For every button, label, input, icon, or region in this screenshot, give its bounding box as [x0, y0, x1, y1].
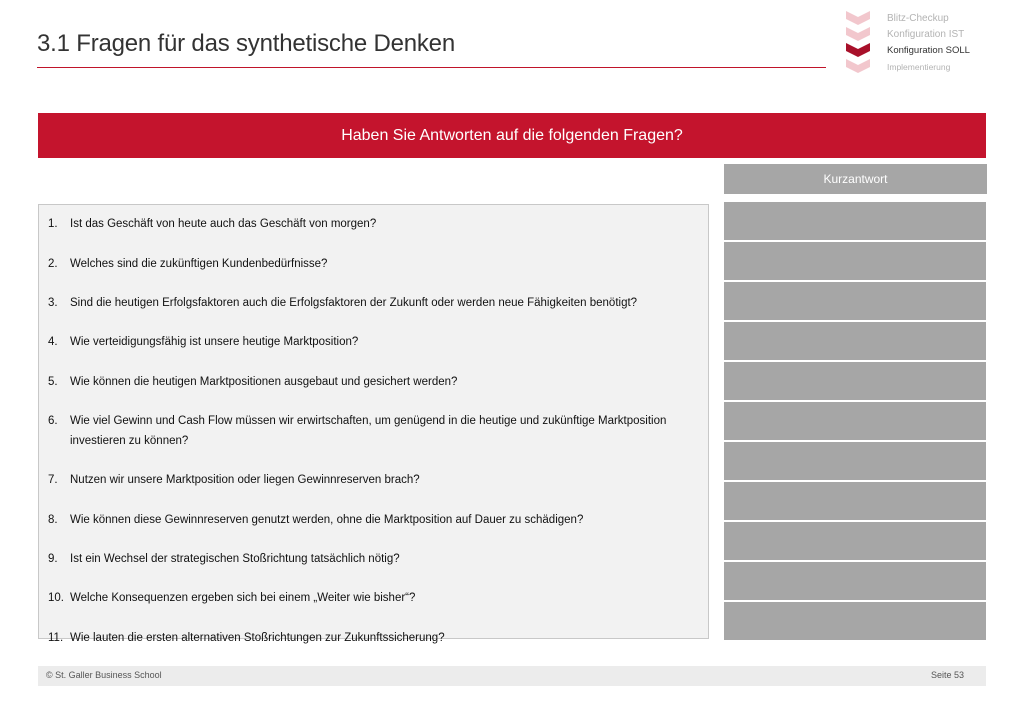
answer-box-7[interactable]: [724, 442, 986, 480]
answer-box-6[interactable]: [724, 402, 986, 440]
footer-copyright: © St. Galler Business School: [46, 670, 162, 680]
chevron-icon-step-4: [845, 58, 871, 74]
question-number: 8.: [48, 514, 58, 526]
answer-column-header: [724, 164, 987, 194]
question-text: Wie viel Gewinn und Cash Flow müssen wir erwirtschaften, um genügend in die heutige und zukünftige Marktposition investieren zu können?: [70, 415, 667, 447]
question-text: Nutzen wir unsere Marktposition oder liegen Gewinnreserven brach?: [70, 474, 420, 486]
page-title: 3.1 Fragen für das synthetische Denken: [37, 30, 455, 57]
nav-item-implementierung[interactable]: Implementierung: [887, 62, 951, 72]
chevron-icon-step-2: [845, 26, 871, 42]
answer-box-4[interactable]: [724, 322, 986, 360]
question-number: 7.: [48, 474, 58, 486]
answer-box-10[interactable]: [724, 562, 986, 600]
question-text: Wie lauten die ersten alternativen Stoßrichtungen zur Zukunftssicherung?: [70, 632, 445, 644]
answer-column-header-label: Kurzantwort: [823, 172, 888, 186]
banner-text: Haben Sie Antworten auf die folgenden Fragen?: [341, 126, 683, 144]
question-text: Sind die heutigen Erfolgsfaktoren auch die Erfolgsfaktoren der Zukunft oder werden neue Fähigkeiten benötigt?: [70, 297, 638, 309]
answer-box-8[interactable]: [724, 482, 986, 520]
question-number: 4.: [48, 336, 58, 348]
progress-navigation: [845, 10, 1015, 76]
question-list: [38, 204, 709, 644]
chevron-icon-step-3-active: [845, 42, 871, 58]
question-number: 3.: [48, 297, 58, 309]
question-number: 10.: [48, 592, 64, 604]
question-text: Welches sind die zukünftigen Kundenbedürfnisse?: [70, 258, 328, 270]
question-number: 6.: [48, 415, 58, 427]
question-banner: [38, 113, 986, 158]
question-number: 1.: [48, 218, 58, 230]
question-number: 11.: [48, 632, 64, 644]
question-text: Ist das Geschäft von heute auch das Geschäft von morgen?: [70, 218, 377, 230]
footer-page-number: Seite 53: [930, 670, 964, 680]
answer-box-9[interactable]: [724, 522, 986, 560]
chevron-icon-step-1: [845, 10, 871, 26]
question-text: Ist ein Wechsel der strategischen Stoßrichtung tatsächlich nötig?: [70, 553, 400, 565]
question-text: Wie können die heutigen Marktpositionen ausgebaut und gesichert werden?: [70, 376, 458, 388]
nav-item-konfiguration-soll[interactable]: Konfiguration SOLL: [887, 45, 970, 56]
answer-box-11[interactable]: [724, 602, 986, 640]
answer-box-2[interactable]: [724, 242, 986, 280]
nav-item-konfiguration-ist[interactable]: Konfiguration IST: [887, 29, 965, 40]
question-number: 5.: [48, 376, 58, 388]
question-number: 9.: [48, 553, 58, 565]
footer-bar: [38, 666, 986, 686]
question-number: 2.: [48, 258, 58, 270]
title-divider: [37, 67, 826, 68]
question-text: Welche Konsequenzen ergeben sich bei einem „Weiter wie bisher“?: [70, 592, 416, 604]
answer-box-1[interactable]: [724, 202, 986, 240]
question-text: Wie können diese Gewinnreserven genutzt werden, ohne die Marktposition auf Dauer zu schädigen?: [70, 514, 584, 526]
question-text: Wie verteidigungsfähig ist unsere heutige Marktposition?: [70, 336, 359, 348]
nav-item-blitz-checkup[interactable]: Blitz-Checkup: [887, 13, 949, 24]
answer-box-3[interactable]: [724, 282, 986, 320]
answer-box-5[interactable]: [724, 362, 986, 400]
